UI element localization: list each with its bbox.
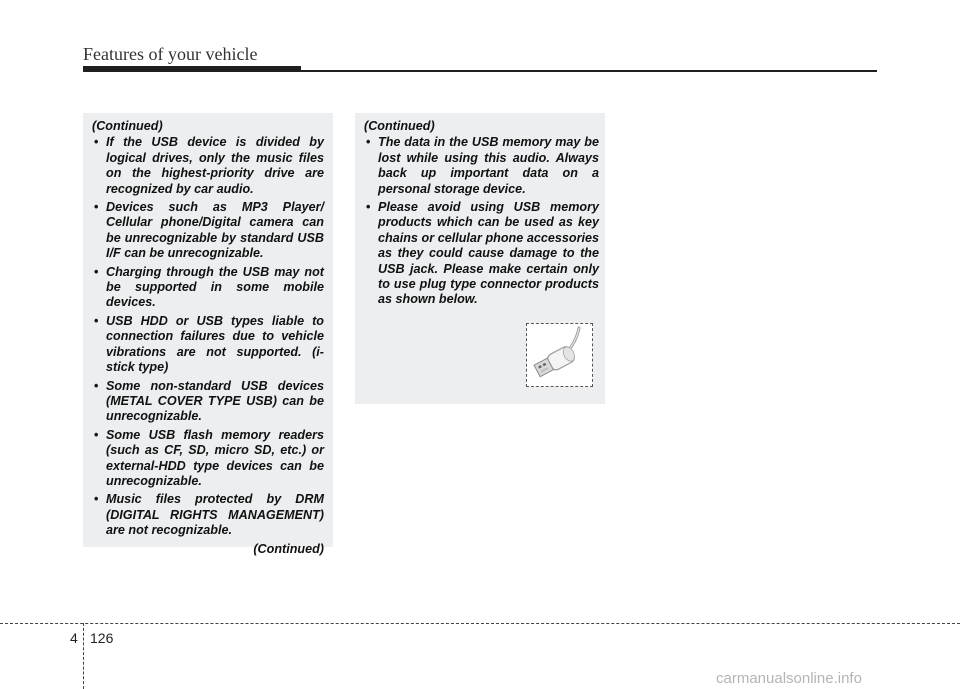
list-item: • Some non-standard USB devices (METAL COVER TYPE USB) can be unrecognizable. xyxy=(92,379,324,425)
usb-plug-connector-icon xyxy=(526,323,593,387)
footer-dashed-rule xyxy=(0,623,960,624)
list-item: • USB HDD or USB types liable to connection failures due to vehicle vibrations are not supported. (i-stick type) xyxy=(92,314,324,376)
list-item: • Some USB flash memory readers (such as CF, SD, micro SD, etc.) or external-HDD type devices can be unrecognizable. xyxy=(92,428,324,490)
watermark-text: carmanualsonline.info xyxy=(716,670,862,687)
list-item: • If the USB device is divided by logical drives, only the music files on the highest-priority drive are recognized by car audio. xyxy=(92,135,324,197)
footer-section-number: 4 xyxy=(70,630,78,646)
note-continued-head: (Continued) xyxy=(92,119,163,133)
note-box-left xyxy=(83,113,333,556)
list-item: • Charging through the USB may not be supported in some mobile devices. xyxy=(92,265,324,311)
note-continued-tail: (Continued) xyxy=(253,541,324,556)
list-item: • Music files protected by DRM (DIGITAL RIGHTS MANAGEMENT) are not recognizable. xyxy=(92,492,324,538)
list-item: • Devices such as MP3 Player/ Cellular phone/Digital camera can be unrecognizable by standard USB I/F can be unrecognizable. xyxy=(92,200,324,262)
header-rule-thick xyxy=(83,66,301,72)
note-continued-head: (Continued) xyxy=(364,119,435,133)
list-item: • Please avoid using USB memory products which can be used as key chains or cellular phone accessories as they could cause damage to the USB jack. Please make certain only to use plug type connector products as shown below. xyxy=(364,200,599,308)
list-item: • The data in the USB memory may be lost while using this audio. Always back up important data on a personal storage device. xyxy=(364,135,599,197)
footer-dashed-divider xyxy=(83,623,84,689)
note-box-right xyxy=(355,113,605,404)
note-list-right xyxy=(364,135,599,307)
note-list-left xyxy=(92,135,324,538)
footer-page-number: 126 xyxy=(90,630,114,646)
header-rule-thin xyxy=(301,70,877,72)
page-header-title: Features of your vehicle xyxy=(83,44,258,64)
